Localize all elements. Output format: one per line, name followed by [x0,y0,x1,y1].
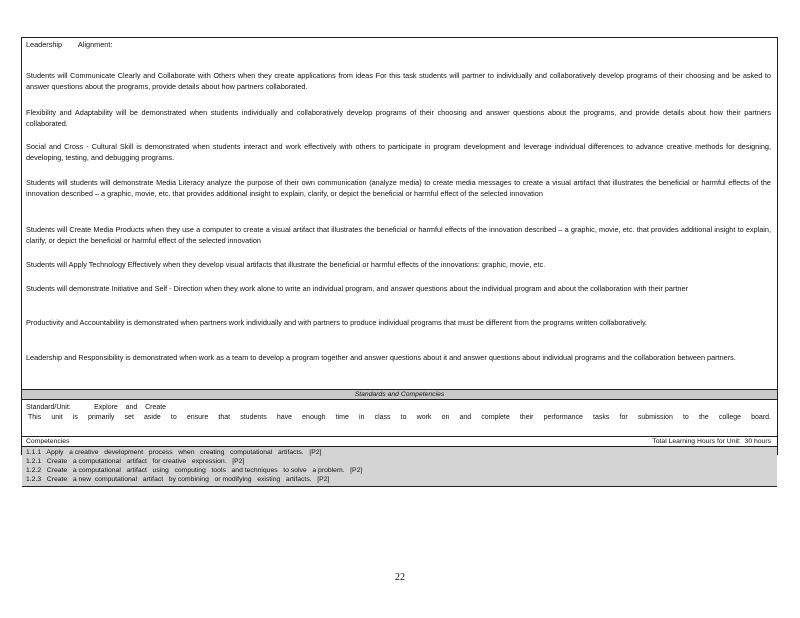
competencies-label: Competencies [26,438,70,445]
standard-unit-block [26,403,771,423]
total-hours-value: 30 hours [744,438,771,445]
paragraph-media-products: Students will Create Media Products when they use a computer to create a visual artifact that illustrates the beneficial or harmful effects of the innovation described – a graphic, movie, etc. that provides additional insight to explain, clarify, or depict the beneficial or harmful effect of the selected innovation [26,225,771,245]
competency-item: 1.1.1 Apply a creative development process when creating computational artifacts. [P2] [26,449,322,456]
total-hours-label: Total Learning Hours for Unit: [652,438,741,445]
competency-item: 1.2.3 Create a new computational artifact by combining or modifying existing artifacts. [P2] [26,476,330,483]
leadership-alignment-heading: Leadership Alignment: [26,40,113,49]
document-table [21,37,778,483]
paragraph-leadership: Leadership and Responsibility is demonstrated when work as a team to develop a program together and answer questions about it and answer questions about individual programs and the collaboration between partners. [26,353,736,362]
paragraph-communicate: Students will Communicate Clearly and Collaborate with Others when they create applications from ideas For this task students will partner to individually and collaboratively develop programs of their choosing and be asked to answer questions about the programs, provide details about how partners collaborated. [26,71,771,91]
competency-item: 1.2.1 Create a computational artifact for creative expression. [P2] [26,458,245,465]
total-hours [652,437,771,446]
standards-heading: Standards and Competencies [22,389,777,400]
paragraph-productivity: Productivity and Accountability is demonstrated when partners work individually and with partners to produce individual programs that must be different from the programs written collaboratively. [26,318,648,327]
competency-list [22,447,777,487]
page-number: 22 [395,572,405,583]
standard-unit-title-row [26,403,771,413]
standard-unit-description: This unit is primarily set aside to ensure that students have enough time in class to work on and complete their performance tasks for submission to the college board. [28,414,771,421]
paragraph-social-cross-cultural: Social and Cross - Cultural Skill is demonstrated when students interact and work effectively with others to participate in program development and leverage individual differences to advance creative methods for designing, developing, testing, and debugging programs. [26,142,771,162]
standard-unit-name: Explore and Create [94,404,167,411]
paragraph-apply-technology: Students will Apply Technology Effectively when they develop visual artifacts that illustrate the beneficial or harmful effects of the innovations: graphic, movie, etc. [26,260,546,269]
paragraph-flexibility: Flexibility and Adaptability will be demonstrated when students individually and collaboratively develop programs of their choosing and answer questions about the programs, and provide details about how their partners collaborated. [26,108,771,128]
competencies-header [22,436,777,447]
paragraph-media-literacy: Students will students will demonstrate Media Literacy analyze the purpose of their own communication (analyze media) to create media messages to create a visual artifact that illustrates the beneficial or harmful effects of the innovation described – a graphic, movie, etc. that provides additional insight to explain, clarify, or depict the beneficial or harmful effect of the selected innovation [26,178,771,198]
competency-item: 1.2.2 Create a computational artifact using computing tools and techniques to solve a problem. [P2] [26,467,363,474]
paragraph-initiative: Students will demonstrate Initiative and Self - Direction when they work alone to write an individual program, and answer questions about the individual program and about the collaboration with their partner [26,284,688,293]
standard-unit-label: Standard/Unit: [26,404,71,411]
